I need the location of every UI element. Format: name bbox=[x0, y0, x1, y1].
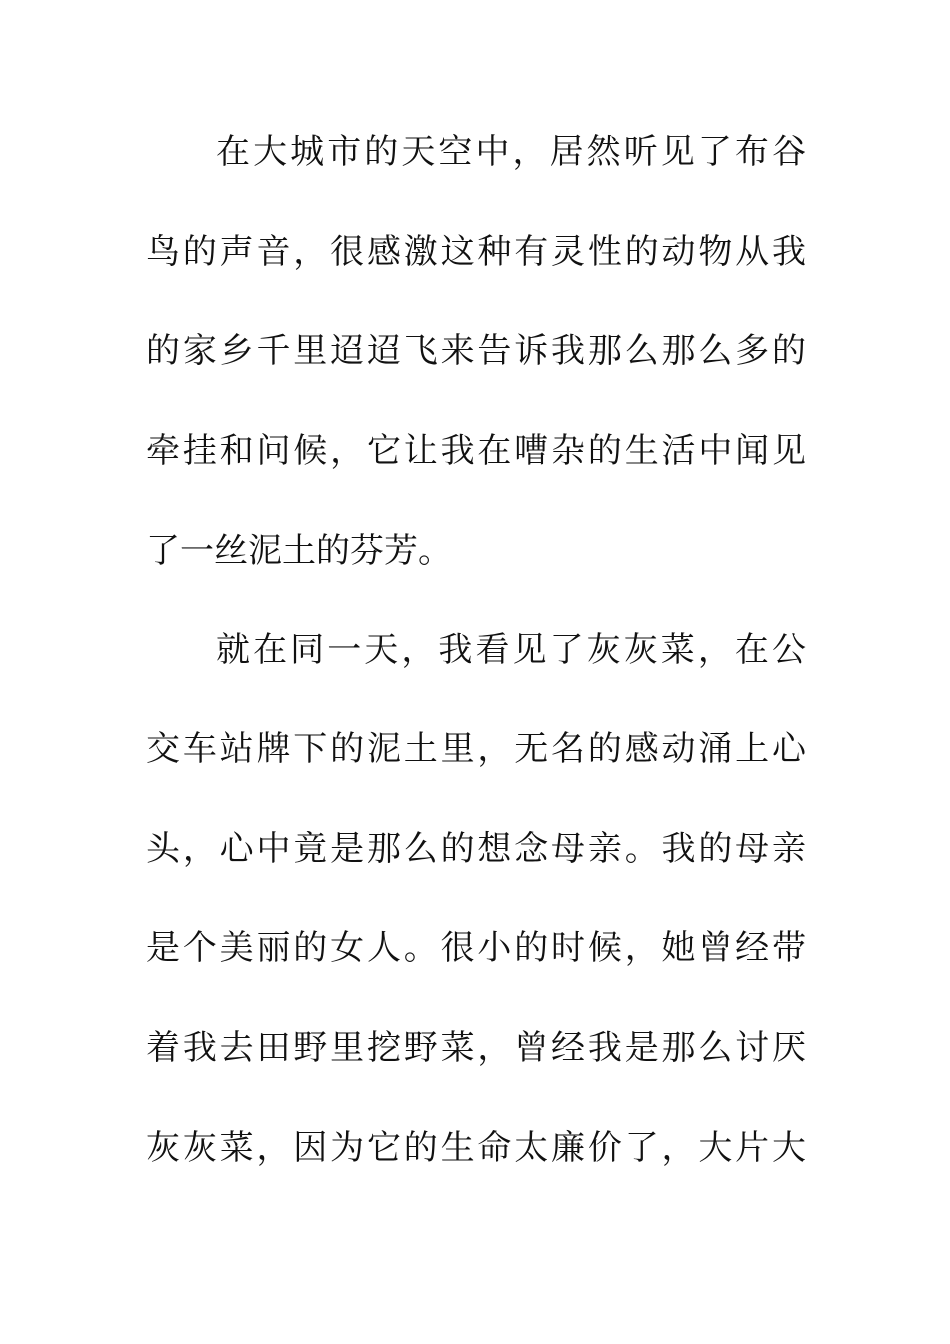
text-line: 灰灰菜，因为它的生命太廉价了，大片大 bbox=[146, 1128, 806, 1168]
text-line: 头，心中竟是那么的想念母亲。我的母亲 bbox=[146, 829, 806, 869]
text-line: 牵挂和问候，它让我在嘈杂的生活中闻见 bbox=[146, 431, 806, 471]
text-line: 鸟的声音，很感激这种有灵性的动物从我 bbox=[146, 232, 806, 272]
text-line: 了一丝泥土的芬芳。 bbox=[146, 531, 452, 571]
text-line: 交车站牌下的泥土里，无名的感动涌上心 bbox=[146, 729, 806, 769]
text-line: 就在同一天，我看见了灰灰菜，在公 bbox=[216, 630, 806, 670]
text-line: 着我去田野里挖野菜，曾经我是那么讨厌 bbox=[146, 1028, 806, 1068]
text-line: 是个美丽的女人。很小的时候，她曾经带 bbox=[146, 928, 806, 968]
text-line: 在大城市的天空中，居然听见了布谷 bbox=[216, 132, 806, 172]
text-line: 的家乡千里迢迢飞来告诉我那么那么多的 bbox=[146, 331, 806, 371]
